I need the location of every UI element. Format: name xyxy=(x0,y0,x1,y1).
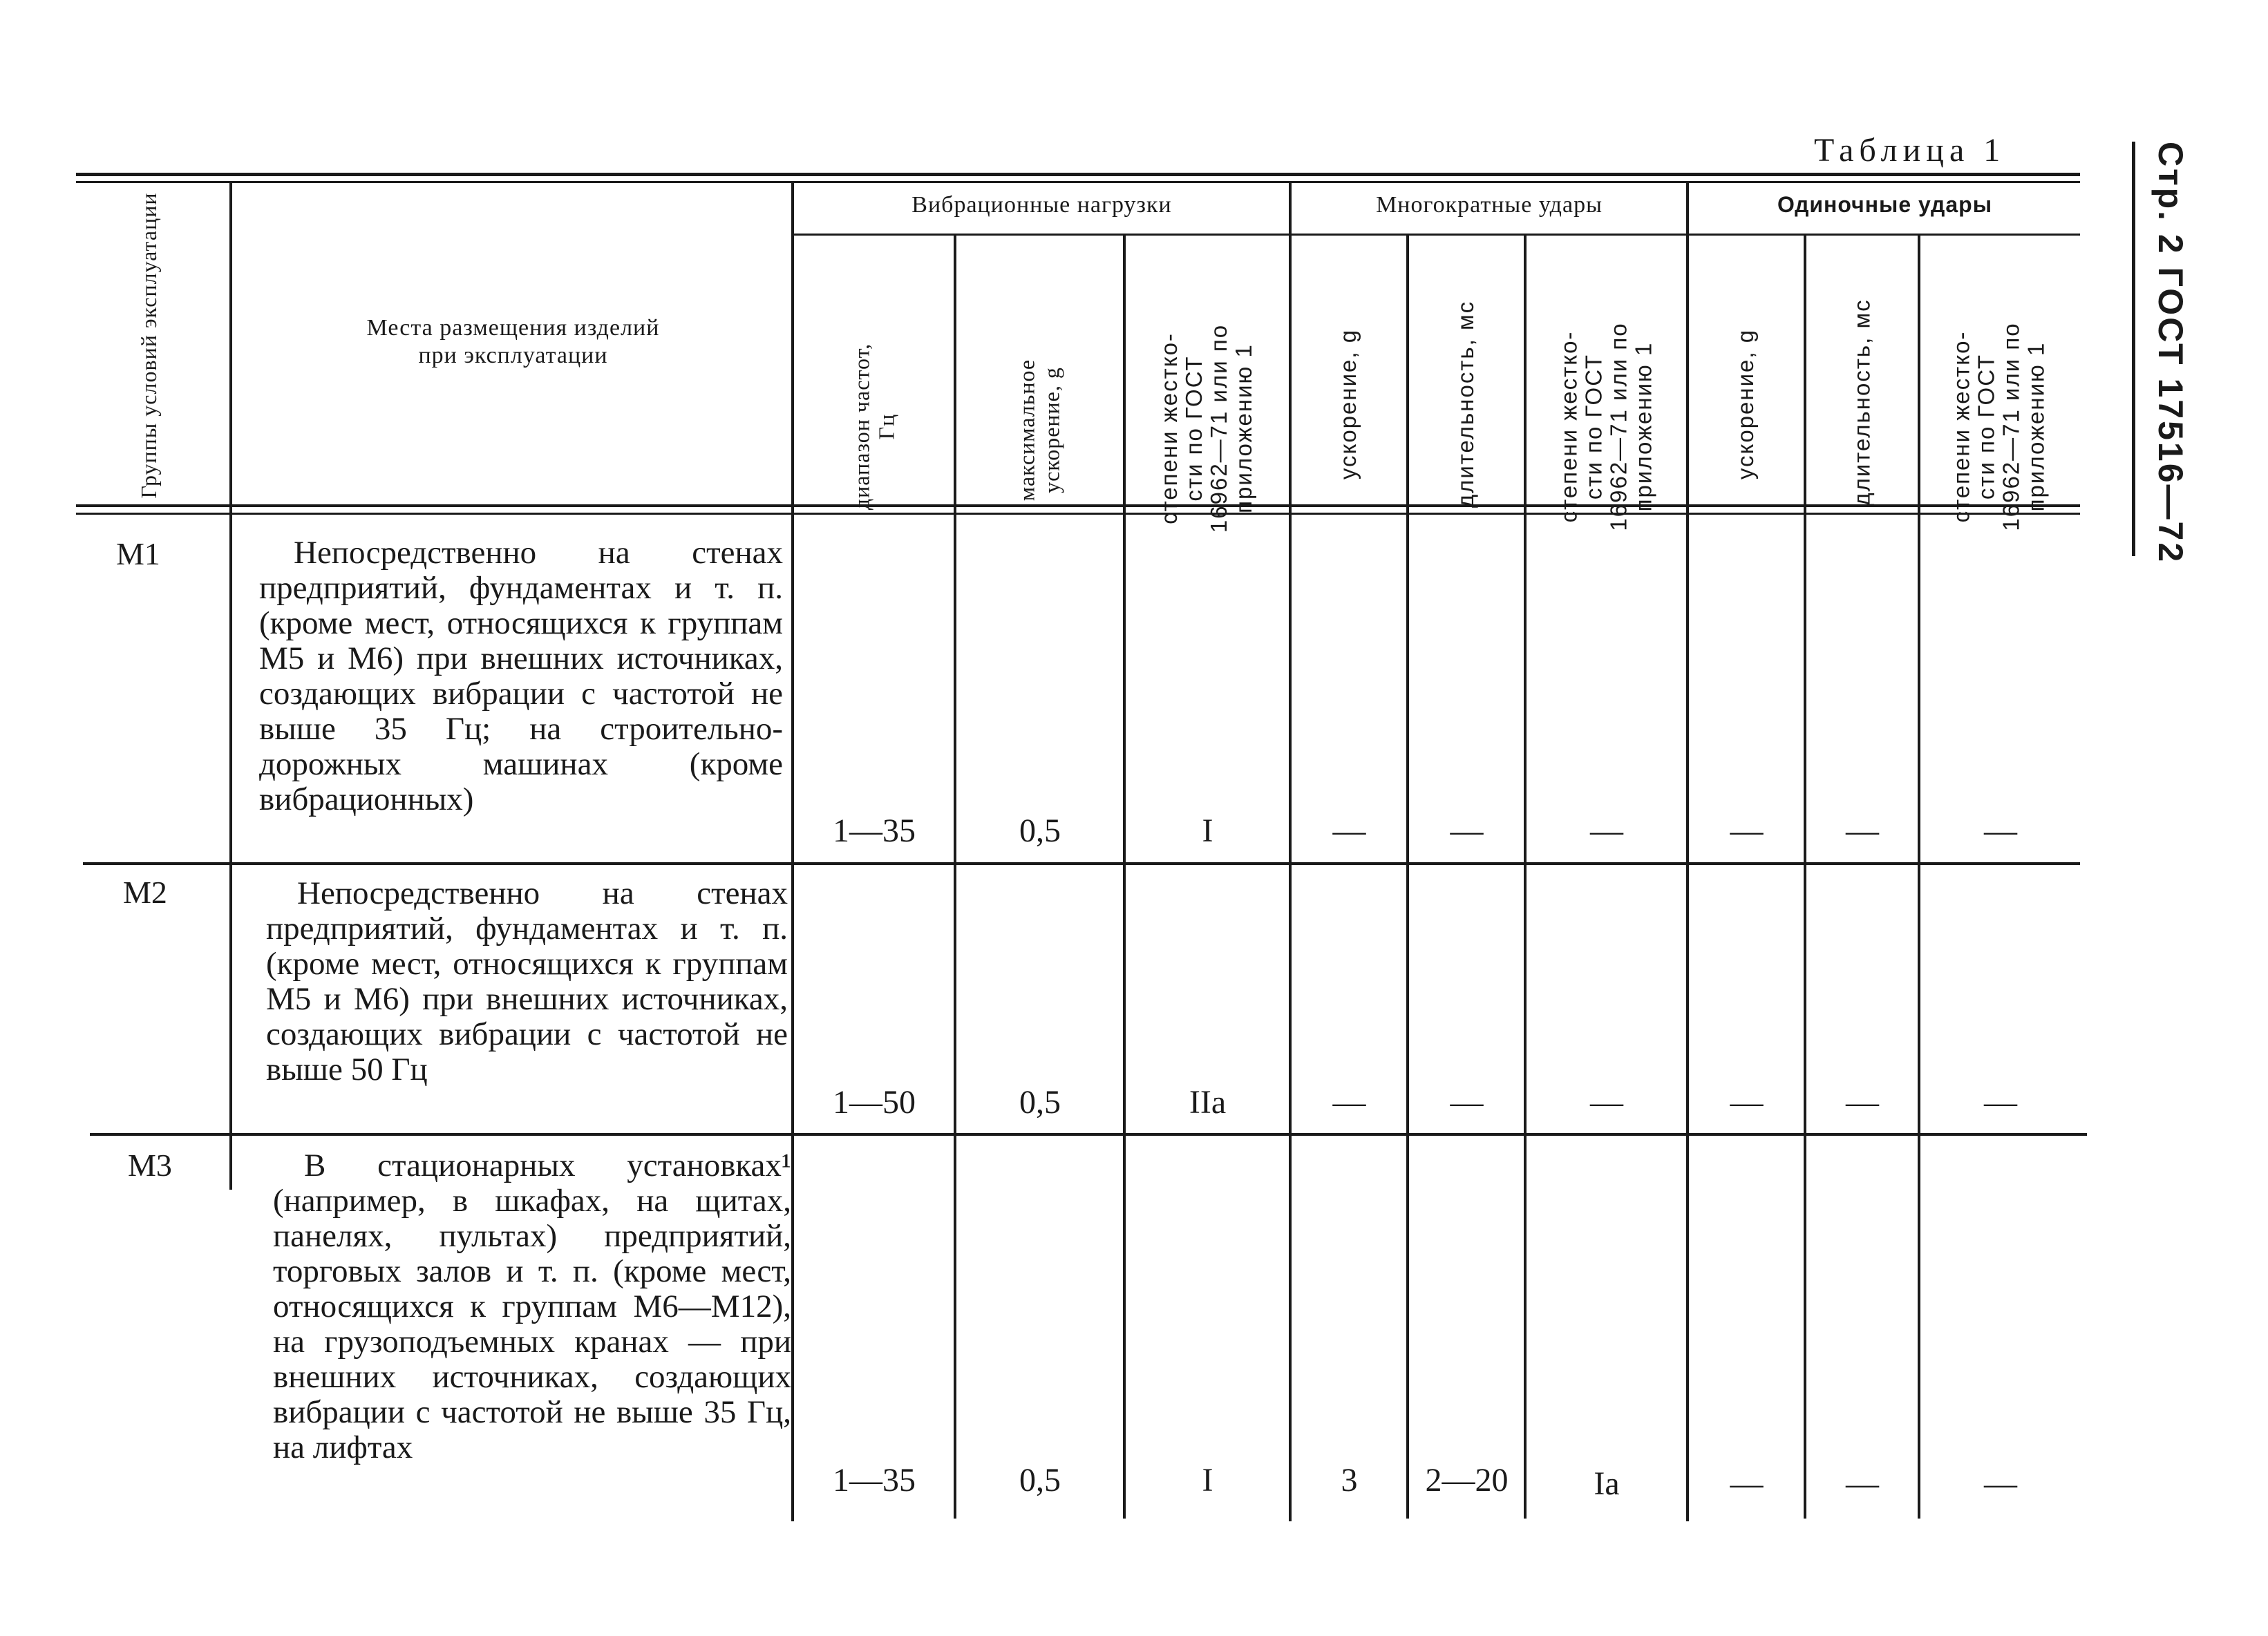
header-single-accel xyxy=(1687,266,1804,542)
hdr-line: 16962—71 или по xyxy=(1998,322,2023,531)
hdr-line: сти по ГОСТ xyxy=(1973,353,1998,500)
hdr-line: степени жестко- xyxy=(1156,332,1182,524)
row-m2-vib-degree: IIa xyxy=(1189,1084,1227,1121)
header-vib-degree xyxy=(1124,290,1289,567)
header-group-col-text: Группы условий эксплуатации xyxy=(136,192,161,499)
row-m1-single-degree: — xyxy=(1984,812,2017,849)
side-rule xyxy=(2132,142,2135,556)
row-m3-group: M3 xyxy=(128,1148,172,1183)
table-top-rule-2 xyxy=(76,181,2080,183)
row-m2-single-degree: — xyxy=(1984,1084,2017,1121)
header-multi-accel xyxy=(1289,266,1407,542)
hdr-line: 16962—71 или по xyxy=(1206,323,1231,533)
header-group-col xyxy=(121,193,176,497)
table-title: Таблица 1 xyxy=(1814,132,2006,169)
hdr-line: длительность, мс xyxy=(1849,298,1874,506)
row-m1-description: Непосредственно на стенах предприятий, фундаментах и т. п. (кроме мест, относящихся к группам M5 и M6) при внешних источниках, создающих вибрации с частотой не выше 35 Гц; на строительно-дорожных машинах (кроме вибрационных) xyxy=(259,535,783,817)
row-m3-multi-accel: 3 xyxy=(1341,1462,1358,1499)
row-m2-multi-accel: — xyxy=(1332,1084,1366,1121)
hdr-line: приложению 1 xyxy=(2023,341,2048,512)
row-m3-description: В стационарных установках¹ (например, в шкафах, на щитах, панелях, пультах) предприятий, торговых залов и т. п. (кроме мест, относящихся к группам M6—M12), на грузоподъемных кранах — при внешних источниках, создающих вибрации с частотой не выше 35 Гц, на лифтах xyxy=(273,1148,791,1465)
hdr-line: ускорение, g xyxy=(1732,328,1758,480)
row-m1-single-accel: — xyxy=(1730,812,1764,849)
header-place-line1: Места размещения изделий xyxy=(366,315,660,341)
row-m2-vib-freq: 1—50 xyxy=(833,1084,916,1121)
header-multi-shock-title: Многократные удары xyxy=(1376,192,1603,218)
row-m1-vib-degree: I xyxy=(1202,812,1213,849)
header-multi-degree xyxy=(1525,289,1688,565)
table-top-rule xyxy=(76,173,2080,176)
header-subrule xyxy=(791,234,2080,236)
hdr-line: сти по ГОСТ xyxy=(1181,355,1207,502)
hdr-line: максимальное xyxy=(1014,359,1039,502)
row-m1-multi-degree: — xyxy=(1590,812,1623,849)
header-place-line2: при эксплуатации xyxy=(418,343,608,368)
row-m2-single-duration: — xyxy=(1846,1084,1879,1121)
row-m1-vib-accel: 0,5 xyxy=(1019,812,1061,849)
header-place-col xyxy=(235,314,791,370)
row-m3-single-accel: — xyxy=(1730,1465,1764,1502)
row-m3-multi-duration: 2—20 xyxy=(1425,1462,1509,1499)
hdr-line: 16962—71 или по xyxy=(1605,322,1631,531)
hdr-line: длительность, мс xyxy=(1453,300,1478,508)
col-divider-group xyxy=(229,181,232,1190)
row-m1-multi-accel: — xyxy=(1332,812,1366,849)
row-m3-vib-accel: 0,5 xyxy=(1019,1462,1061,1499)
hdr-line: приложению 1 xyxy=(1630,341,1656,512)
header-multi-duration xyxy=(1407,266,1524,542)
row-m2-single-accel: — xyxy=(1730,1084,1764,1121)
hdr-line: приложению 1 xyxy=(1231,343,1256,513)
hdr-line: ускорение, g xyxy=(1039,367,1064,493)
row-divider-2 xyxy=(90,1133,2087,1136)
header-vibration-title: Вибрационные нагрузки xyxy=(911,192,1172,218)
hdr-line: ускорение, g xyxy=(1335,328,1361,480)
hdr-line: диапазон частот, xyxy=(849,343,873,511)
row-m3-single-degree: — xyxy=(1984,1465,2017,1502)
header-single-shock-title: Одиночные удары xyxy=(1777,192,1993,217)
header-single-duration xyxy=(1805,265,1919,541)
header-vib-accel xyxy=(954,292,1124,569)
row-m3-multi-degree: Ia xyxy=(1594,1465,1620,1502)
row-m1-single-duration: — xyxy=(1846,812,1879,849)
header-vib-freq xyxy=(793,289,955,565)
row-m3-vib-degree: I xyxy=(1202,1462,1213,1499)
row-m1-vib-freq: 1—35 xyxy=(833,812,916,849)
hdr-line: степени жестко- xyxy=(1556,330,1581,523)
row-m2-vib-accel: 0,5 xyxy=(1019,1084,1061,1121)
row-m1-group: M1 xyxy=(116,536,160,571)
header-single-degree xyxy=(1918,289,2080,565)
hdr-line: степени жестко- xyxy=(1948,330,1974,523)
row-m2-multi-duration: — xyxy=(1450,1084,1484,1121)
hdr-line: Гц xyxy=(873,413,898,440)
row-m3-vib-freq: 1—35 xyxy=(833,1462,916,1499)
row-m2-description: Непосредственно на стенах предприятий, фундаментах и т. п. (кроме мест, относящихся к группам M5 и M6) при внешних источниках, создающих вибрации с частотой не выше 50 Гц xyxy=(266,875,788,1087)
page-side-label: Стр. 2 ГОСТ 17516—72 xyxy=(2151,142,2190,564)
row-m2-group: M2 xyxy=(123,875,167,910)
row-divider-1 xyxy=(83,862,2080,865)
hdr-line: сти по ГОСТ xyxy=(1580,353,1606,500)
row-m1-multi-duration: — xyxy=(1450,812,1484,849)
row-m2-multi-degree: — xyxy=(1590,1084,1623,1121)
row-m3-single-duration: — xyxy=(1846,1465,1879,1502)
